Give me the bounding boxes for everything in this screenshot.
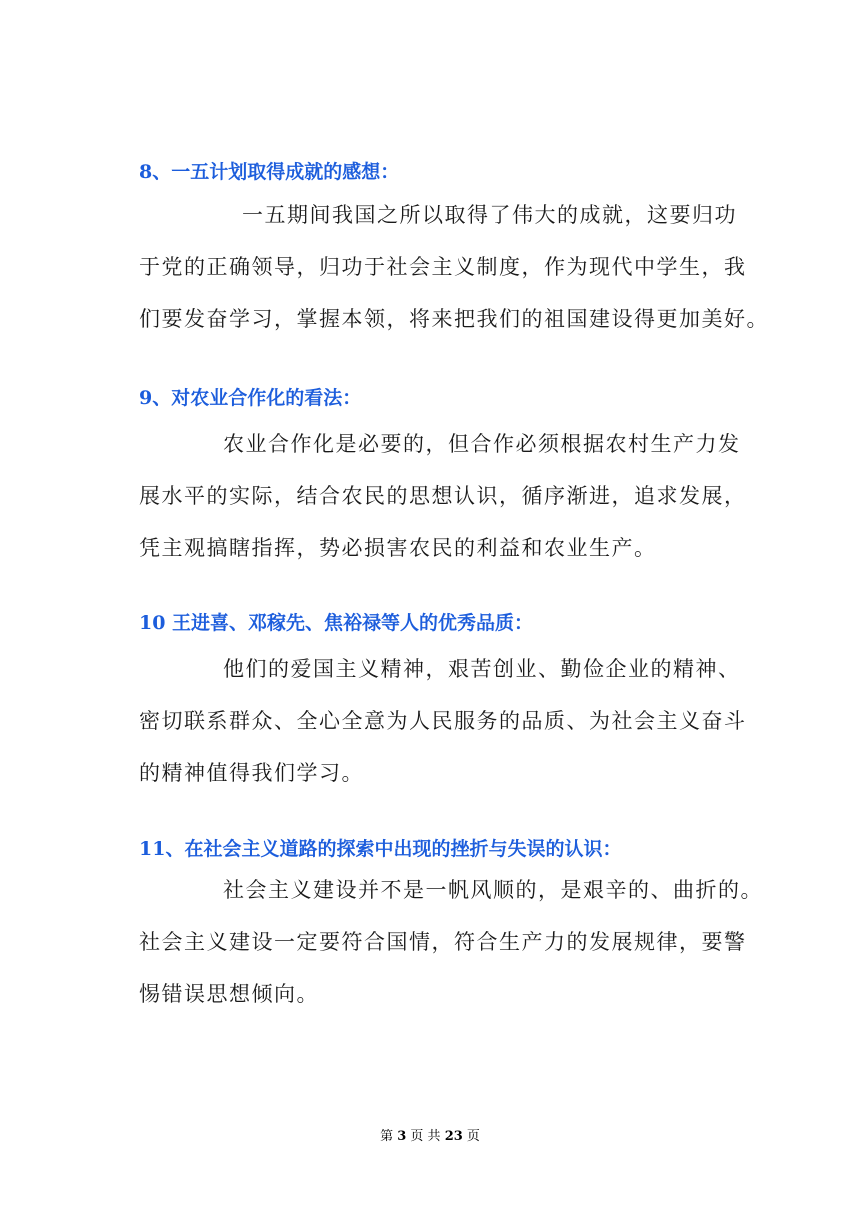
body-line: 展水平的实际，结合农民的思想认识，循序渐进，追求发展， (139, 484, 747, 508)
section-heading-8: 8、一五计划取得成就的感想： (139, 161, 400, 183)
body-line: 凭主观搞瞎指挥，势必损害农民的利益和农业生产。 (139, 536, 657, 560)
body-line: 密切联系群众、全心全意为人民服务的品质、为社会主义奋斗 (139, 709, 747, 733)
page-footer (0, 1128, 860, 1146)
footer-prefix: 第 (380, 1129, 394, 1144)
body-line: 们要发奋学习，掌握本领，将来把我们的祖国建设得更加美好。 (139, 307, 769, 331)
body-line: 的精神值得我们学习。 (139, 761, 364, 785)
body-line: 于党的正确领导，归功于社会主义制度，作为现代中学生，我 (139, 255, 747, 279)
body-line: 社会主义建设并不是一帆风顺的，是艰辛的、曲折的。 (223, 878, 763, 902)
section-body-11 (139, 864, 763, 1020)
current-page-number: 3 (397, 1129, 407, 1144)
section-body-8 (139, 189, 769, 345)
section-heading-9: 9、对农业合作化的看法： (139, 387, 362, 409)
section-heading-11: 11、在社会主义道路的探索中出现的挫折与失误的认识： (139, 838, 622, 860)
section-heading-10: 10 王进喜、邓稼先、焦裕禄等人的优秀品质： (139, 612, 534, 634)
footer-middle: 页 共 (410, 1129, 441, 1144)
body-line: 惕错误思想倾向。 (139, 982, 319, 1006)
footer-suffix: 页 (466, 1129, 480, 1144)
body-line: 社会主义建设一定要符合国情，符合生产力的发展规律，要警 (139, 930, 747, 954)
body-line: 他们的爱国主义精神，艰苦创业、勤俭企业的精神、 (223, 657, 741, 681)
section-body-9 (139, 418, 747, 574)
section-body-10 (139, 643, 747, 799)
body-line: 一五期间我国之所以取得了伟大的成就，这要归功 (242, 203, 737, 227)
total-pages-number: 23 (444, 1129, 463, 1144)
body-line: 农业合作化是必要的，但合作必须根据农村生产力发 (223, 432, 741, 456)
